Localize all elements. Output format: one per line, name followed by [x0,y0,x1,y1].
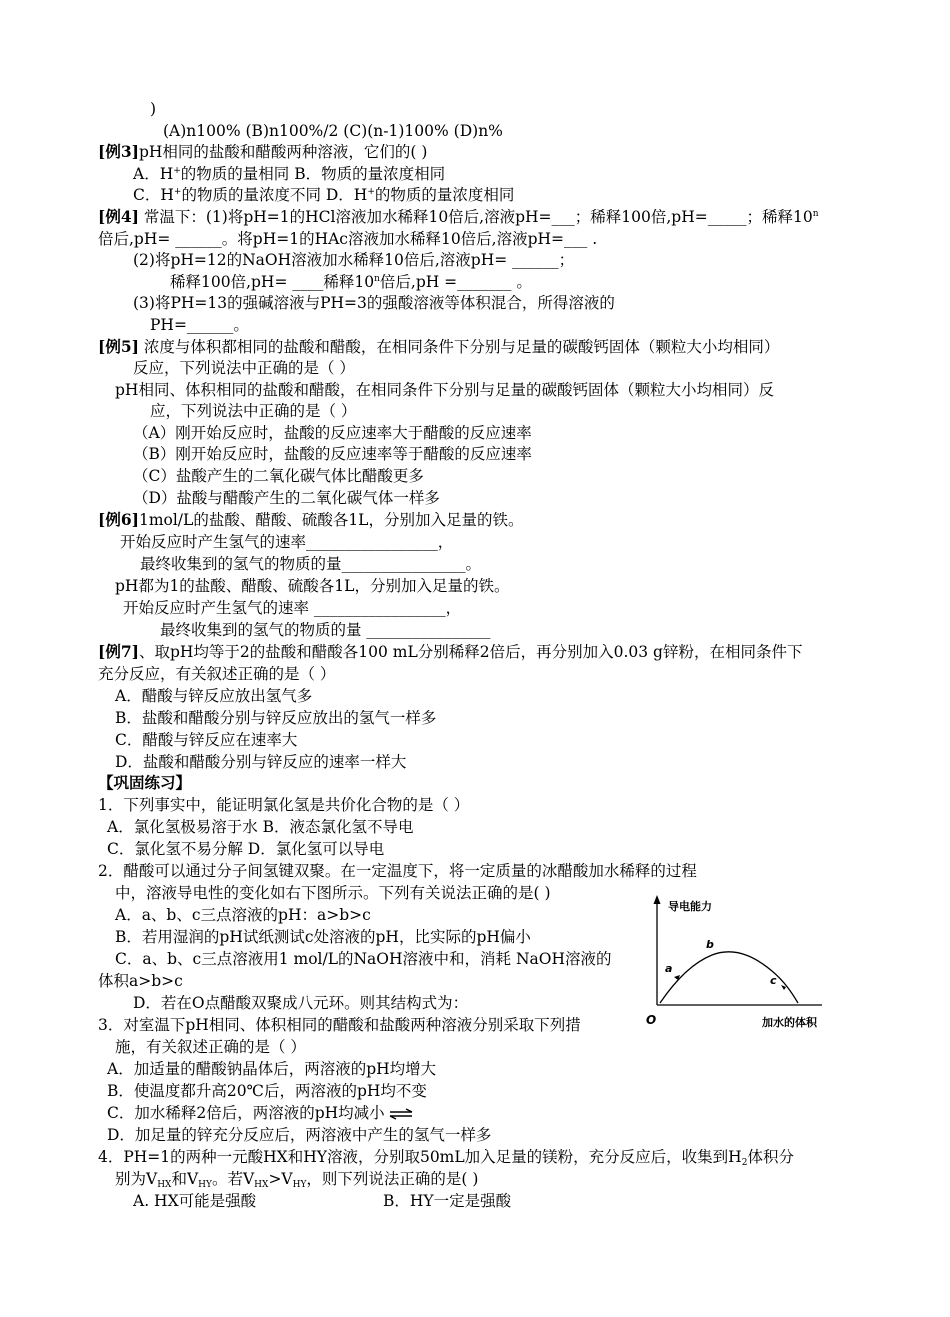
option-line: D．若在O点醋酸双聚成八元环。则其结构式为： [133,994,469,1012]
subscript: HY [198,1180,212,1190]
example-tag: [例3] [98,142,139,161]
text: >V [268,1170,293,1188]
example-3 [98,142,427,162]
option-text: A．H [133,165,174,183]
example-tag: [例6] [98,510,139,529]
question-1: 1．下列事实中，能证明氯化氢是共价化合物的是（ ） [98,796,470,814]
example-tag: [例7] [98,642,139,661]
subscript: 2 [741,1158,748,1168]
text-line [115,1169,478,1189]
option-line [133,185,514,205]
text-line: 施，有关叙述正确的是（ ） [115,1038,306,1056]
option-line: （B）刚开始反应时，盐酸的反应速率等于醋酸的反应速率 [133,445,532,463]
equilibrium-arrow-icon [388,1108,414,1120]
question-text: 常温下：(1)将pH=1的HCl溶液加水稀释10倍后,溶液pH=___；稀释100倍,pH=_____；稀释10 [138,208,813,226]
text: 。若V [211,1170,255,1188]
text-line: 中，溶液导电性的变化如右下图所示。下列有关说法正确的是( ) [115,884,551,902]
subscript: HX [157,1180,172,1190]
option-line: B．HY一定是强酸 [383,1192,512,1210]
example-6 [98,510,523,530]
superscript: + [173,187,182,197]
example-5 [98,337,779,357]
example-4 [98,207,819,227]
text-line: PH=______。 [150,316,249,334]
origin-label: O [646,1013,657,1027]
text-line: 开始反应时产生氢气的速率_________________， [120,533,454,551]
option-line: C．氯化氢不易分解 D．氯化氢可以导电 [107,840,385,858]
option-line: A. HX可能是强酸 [133,1192,257,1210]
point-a-label: a [665,962,673,975]
text-line: (2)将pH=12的NaOH溶液加水稀释10倍后,溶液pH= ______； [133,251,575,269]
text-line: (3)将PH=13的强碱溶液与PH=3的强酸溶液等体积混合，所得溶液的 [133,294,615,312]
subscript: HY [292,1180,307,1190]
option-line: A．醋酸与锌反应放出氢气多 [115,687,313,705]
example-tag: [例4] [98,207,139,226]
question-3: 3．对室温下pH相同、体积相同的醋酸和盐酸两种溶液分别采取下列措 [98,1016,581,1034]
option-line: A．a、b、c三点溶液的pH：a>b>c [115,906,371,924]
x-axis-label: 加水的体积 [762,1016,817,1029]
text: 和V [171,1170,199,1188]
option-line: （A）刚开始反应时，盐酸的反应速率大于醋酸的反应速率 [133,424,532,442]
option-line: A．加适量的醋酸钠晶体后，两溶液的pH均增大 [107,1060,437,1078]
conductivity-curve [660,952,798,1003]
options-line: (A)n100% (B)n100%/2 (C)(n-1)100% (D)n% [163,122,503,140]
text-line: pH都为1的盐酸、醋酸、硫酸各1L，分别加入足量的铁。 [115,577,510,595]
question-4 [98,1147,794,1167]
text-line: 最终收集到的氢气的物质的量 ________________ [160,621,491,639]
subscript: HX [254,1180,269,1190]
text-line: ) [150,100,157,118]
option-text: C．H [133,186,174,204]
text: 4．PH=1的两种一元酸HX和HY溶液，分别取50mL加入足量的镁粉，充分反应后，收集到H [98,1148,742,1166]
text-line: pH相同、体积相同的盐酸和醋酸，在相同条件下分别与足量的碳酸钙固体（颗粒大小均相同）反 [115,381,774,399]
superscript: + [367,187,375,197]
superscript: n [374,274,380,284]
y-axis-arrow [654,895,661,904]
option-line [133,164,445,184]
superscript: + [173,166,181,176]
curve-arrow-c [781,985,786,990]
option-line: B．使温度都升高20℃后，两溶液的pH均不变 [107,1082,427,1100]
point-b-label: b [706,938,714,951]
option-line: （C）盐酸产生的二氧化碳气体比醋酸更多 [133,467,424,485]
example-tag: [例5] [98,337,139,356]
option-line: 体积a>b>c [98,972,183,990]
option-line: B．盐酸和醋酸分别与锌反应放出的氢气一样多 [115,709,437,727]
text-line: 开始反应时产生氢气的速率 _________________， [123,599,462,617]
question-2: 2．醋酸可以通过分子间氢键双聚。在一定温度下，将一定质量的冰醋酸加水稀释的过程 [98,862,697,880]
text: ，则下列说法正确的是( ) [306,1170,479,1188]
text-line: 反应，下列说法中正确的是（ ） [133,359,355,377]
text: 别为V [115,1170,158,1188]
text: 稀释100倍,pH= ____稀释10 [170,273,375,291]
question-text: 1mol/L的盐酸、醋酸、硫酸各1L，分别加入足量的铁。 [138,511,524,529]
conductivity-figure [640,893,850,1033]
text-line: 最终收集到的氢气的物质的量________________。 [140,555,482,573]
question-text: 、取pH均等于2的盐酸和醋酸各100 mL分别稀释2倍后，再分别加入0.03 g锌粉，在相同条件下 [138,643,803,661]
text: 体积分 [747,1148,794,1166]
text-line [170,272,532,292]
option-text: 的物质的量相同 B．物质的量浓度相同 [180,165,446,183]
question-text: pH相同的盐酸和醋酸两种溶液，它们的( ) [138,143,428,161]
text-line: 充分反应，有关叙述正确的是（ ） [98,665,336,683]
question-text: 浓度与体积都相同的盐酸和醋酸，在相同条件下分别与足量的碳酸钙固体（颗粒大小均相同） [138,338,780,356]
option-line: C．加水稀释2倍后，两溶液的pH均减小 [107,1104,385,1122]
option-line: C．醋酸与锌反应在速率大 [115,731,298,749]
point-c-label: c [770,974,777,987]
option-line: D．盐酸和醋酸分别与锌反应的速率一样大 [115,753,407,771]
option-text: 的物质的量浓度不同 D．H [181,186,368,204]
text-line: 倍后,pH= ______。将pH=1的HAc溶液加水稀释10倍后,溶液pH=___ . [98,230,598,248]
text: 倍后,pH =_______ 。 [379,273,532,291]
superscript: n [812,209,819,219]
option-line: D．加足量的锌充分反应后，两溶液中产生的氢气一样多 [107,1126,492,1144]
option-line: （D）盐酸与醋酸产生的二氧化碳气体一样多 [133,489,440,507]
text-line: 应，下列说法中正确的是（ ） [150,402,357,420]
option-text: 的物质的量浓度相同 [374,186,515,204]
option-line: B．若用湿润的pH试纸测试c处溶液的pH，比实际的pH偏小 [115,928,531,946]
section-heading: 【巩固练习】 [98,773,192,792]
option-line: A．氯化氢极易溶于水 B．液态氯化氢不导电 [107,818,414,836]
option-line: C．a、b、c三点溶液用1 mol/L的NaOH溶液中和，消耗 NaOH溶液的 [115,950,612,968]
y-axis-label: 导电能力 [668,900,712,913]
example-7 [98,642,802,662]
